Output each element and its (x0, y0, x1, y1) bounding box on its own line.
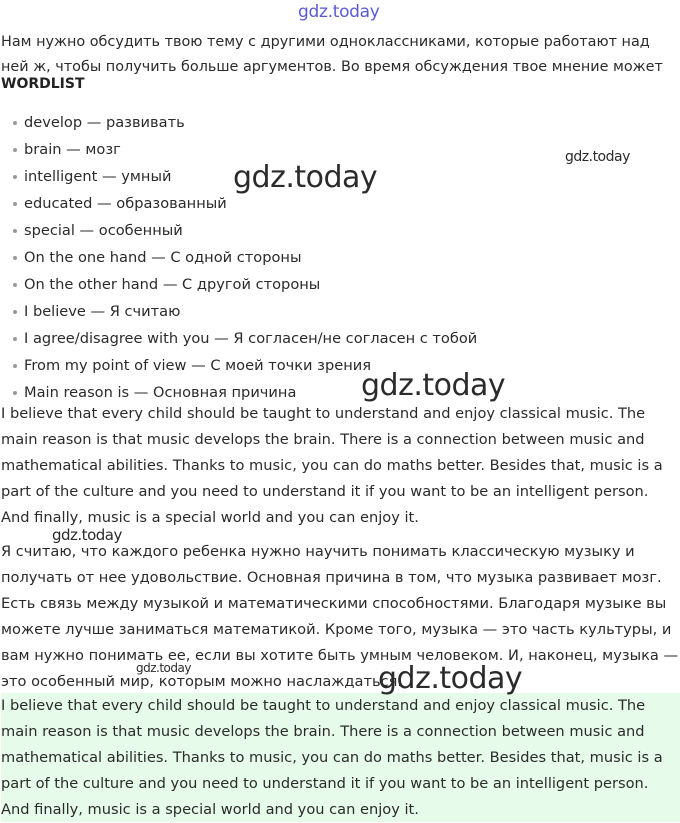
watermark-top: gdz.today (298, 2, 380, 22)
wordlist-item: I agree/disagree with you — Я согласен/не согласен с тобой (0, 325, 477, 352)
watermark-small-2: gdz.today (136, 661, 191, 675)
russian-paragraph: Я считаю, что каждого ребенка нужно научить понимать классическую музыку и получать от нее удовольствие. Основная причина в том, что музыка развивает мозг. Есть связь между музыкой и математическими способностями. Благодаря музыке вы можете лучше заниматься математикой. Кроме того, музыка — это часть культуры, и вам нужно понимать ее, если вы хотите быть умным человеком. И, наконец, музыка — это особенный мир, которым можно наслаждаться. (1, 543, 679, 690)
wordlist-item: develop — развивать (0, 109, 477, 136)
wordlist-item: brain — мозг (0, 136, 477, 163)
watermark-big-1: gdz.today (233, 160, 378, 195)
watermark-small-1: gdz.today (52, 526, 122, 544)
watermark-right: gdz.today (565, 149, 630, 165)
english-paragraph: I believe that every child should be taught to understand and enjoy classical music. The main reason is that music develops the brain. There is a connection between music and mathematical abilities. Thanks to music, you can do maths better. Besides that, music is a part of the culture and you need to understand it if you want to be an intelligent person. And finally, music is a special world and you can enjoy it. (1, 405, 663, 526)
wordlist-item: intelligent — умный (0, 163, 477, 190)
wordlist-item: On the one hand — С одной стороны (0, 244, 477, 271)
wordlist-item: On the other hand — С другой стороны (0, 271, 477, 298)
wordlist-title: WORDLIST (1, 76, 85, 92)
watermark-big-2: gdz.today (361, 368, 506, 403)
wordlist-item: special — особенный (0, 217, 477, 244)
wordlist-item: From my point of view — С моей точки зрения (0, 352, 477, 379)
wordlist-item: educated — образованный (0, 190, 477, 217)
intro-text: Нам нужно обсудить твою тему с другими одноклассниками, которые работают над ней ж, чтобы получить больше аргументов. Во время обсуждения твое мнение может (1, 34, 663, 74)
wordlist-item: Main reason is — Основная причина (0, 379, 477, 406)
highlighted-answer: I believe that every child should be taught to understand and enjoy classical music. The main reason is that music develops the brain. There is a connection between music and mathematical abilities. Thanks to music, you can do maths better. Besides that, music is a part of the culture and you need to understand it if you want to be an intelligent person. And finally, music is a special world and you can enjoy it. (1, 693, 680, 822)
wordlist-item: I believe — Я считаю (0, 298, 477, 325)
wordlist (0, 109, 477, 406)
watermark-big-3: gdz.today (378, 661, 523, 696)
